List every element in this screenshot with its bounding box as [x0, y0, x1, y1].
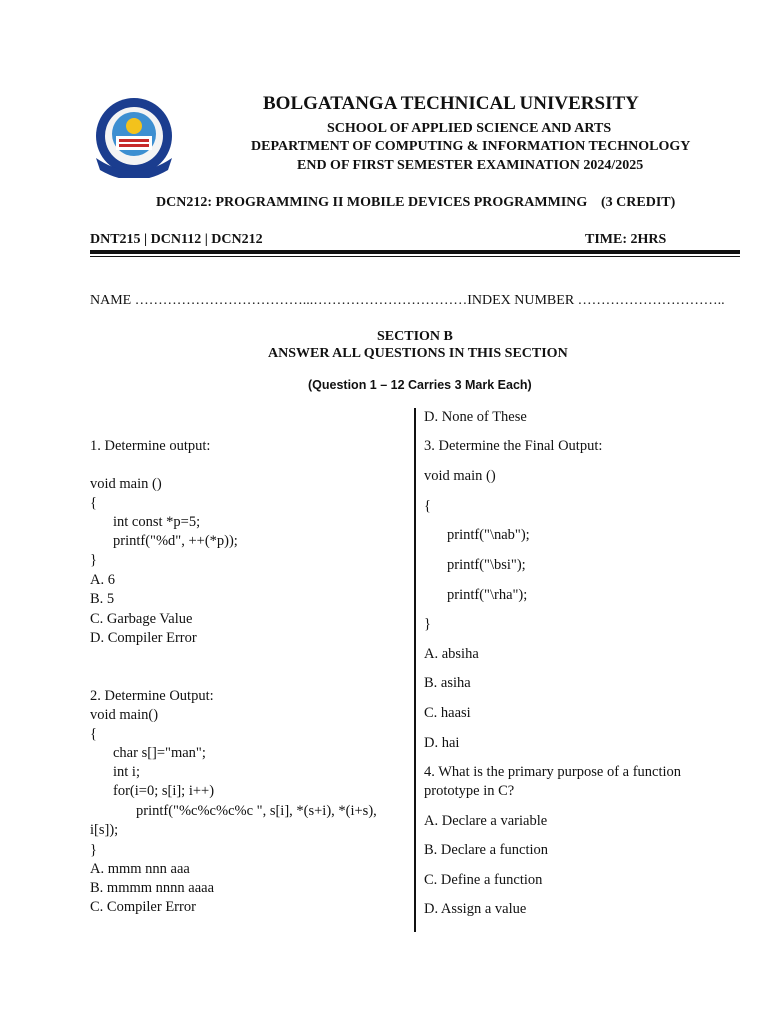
q1-prompt: 1. Determine output:: [90, 438, 211, 454]
q3-code-line: void main (): [424, 468, 496, 484]
q2-option: C. Compiler Error: [90, 899, 196, 915]
q2-code-line: {: [90, 726, 97, 742]
q3-code-line: printf("\bsi");: [447, 557, 526, 573]
q1-option: C. Garbage Value: [90, 611, 193, 627]
q3-code-line: printf("\rha");: [447, 587, 528, 603]
q2-code-line: char s[]="man";: [113, 745, 206, 761]
q3-option: A. absiha: [424, 646, 479, 662]
q2-prompt: 2. Determine Output:: [90, 688, 214, 704]
exam-title: END OF FIRST SEMESTER EXAMINATION 2024/2025: [297, 158, 644, 173]
exam-time: TIME: 2HRS: [585, 232, 667, 247]
section-instruction: ANSWER ALL QUESTIONS IN THIS SECTION: [268, 346, 568, 361]
q2-code-line: i[s]);: [90, 822, 119, 838]
q2-option: A. mmm nnn aaa: [90, 861, 190, 877]
q4-option: B. Declare a function: [424, 842, 549, 858]
q3-code-line: }: [424, 616, 431, 632]
q2-code-line: void main(): [90, 707, 159, 723]
q4-option: A. Declare a variable: [424, 813, 548, 829]
q3-option: B. asiha: [424, 675, 471, 691]
header-rule-thick: [90, 250, 740, 254]
course-credit: (3 CREDIT): [601, 195, 676, 210]
q4-prompt: prototype in C?: [424, 783, 515, 799]
course-codes: DNT215 | DCN112 | DCN212: [90, 232, 263, 247]
header-rule-thin: [90, 256, 740, 257]
q4-option: D. Assign a value: [424, 901, 527, 917]
university-name: BOLGATANGA TECHNICAL UNIVERSITY: [263, 93, 639, 114]
q2-code-line: int i;: [113, 764, 140, 780]
q3-option: C. haasi: [424, 705, 471, 721]
section-title: SECTION B: [377, 329, 453, 344]
course-title: DCN212: PROGRAMMING II MOBILE DEVICES PROGRAMMING: [156, 195, 588, 210]
q1-code-line: int const *p=5;: [113, 514, 201, 530]
q3-option: D. hai: [424, 735, 460, 751]
q3-code-line: printf("\nab");: [447, 527, 530, 543]
q3-code-line: {: [424, 498, 431, 514]
q1-code-line: }: [90, 552, 97, 568]
column-divider: [414, 408, 416, 932]
department-name: DEPARTMENT OF COMPUTING & INFORMATION TECHNOLOGY: [251, 139, 691, 154]
q2-option: B. mmmm nnnn aaaa: [90, 880, 215, 896]
q2-code-line: }: [90, 842, 97, 858]
q4-option: C. Define a function: [424, 872, 543, 888]
name-index-line: NAME ………………………………...……………………………INDEX NUMBER …………………………..: [90, 293, 725, 308]
q2-option: D. None of These: [424, 409, 527, 425]
q3-prompt: 3. Determine the Final Output:: [424, 438, 603, 454]
university-logo: [86, 96, 182, 178]
q1-code-line: printf("%d", ++(*p));: [113, 533, 238, 549]
q4-prompt: 4. What is the primary purpose of a function: [424, 764, 682, 780]
q1-option: D. Compiler Error: [90, 630, 197, 646]
q2-code-line: printf("%c%c%c%c ", s[i], *(s+i), *(i+s),: [136, 803, 377, 819]
marks-note: (Question 1 – 12 Carries 3 Mark Each): [308, 378, 532, 392]
school-name: SCHOOL OF APPLIED SCIENCE AND ARTS: [327, 121, 612, 136]
q1-option: A. 6: [90, 572, 115, 588]
q1-code-line: {: [90, 495, 97, 511]
q1-code-line: void main (): [90, 476, 162, 492]
q1-option: B. 5: [90, 591, 115, 607]
q2-code-line: for(i=0; s[i]; i++): [113, 783, 215, 799]
